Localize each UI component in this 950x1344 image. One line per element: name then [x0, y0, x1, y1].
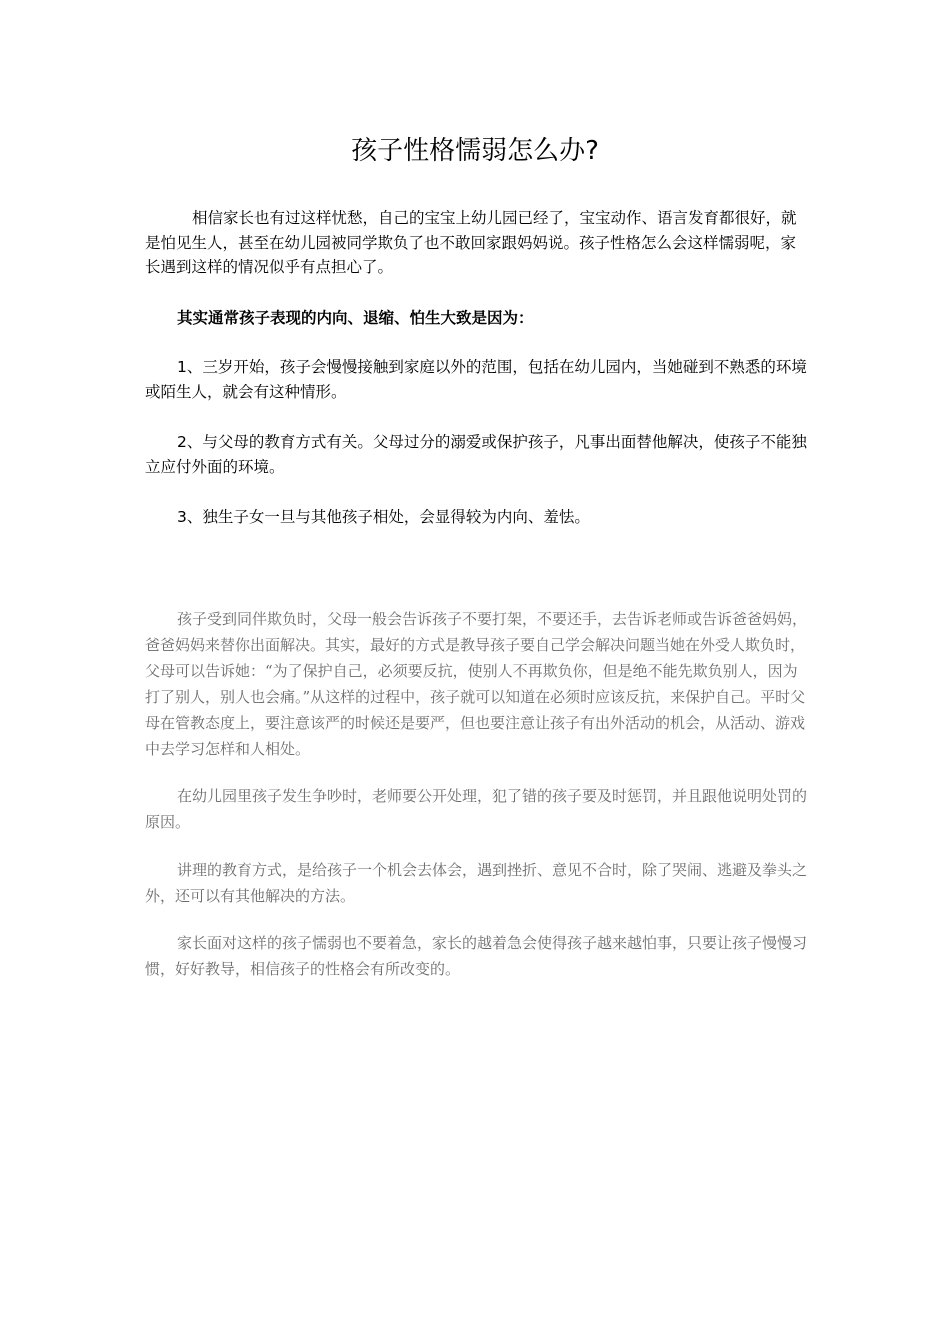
reason-item-3: 3、独生子女一旦与其他孩子相处，会显得较为内向、羞怯。 — [177, 508, 590, 526]
advice-paragraph-2: 在幼儿园里孩子发生争吵时，老师要公开处理，犯了错的孩子要及时惩罚，并且跟他说明处罚的原因。 — [145, 787, 808, 831]
reason-item-2: 2、与父母的教育方式有关。父母过分的溺爱或保护孩子，凡事出面替他解决，使孩子不能独立应付外面的环境。 — [145, 433, 807, 476]
advice-paragraph-3: 讲理的教育方式，是给孩子一个机会去体会，遇到挫折、意见不合时，除了哭闹、逃避及拳头之外，还可以有其他解决的方法。 — [145, 861, 808, 905]
advice-paragraph-1: 孩子受到同伴欺负时，父母一般会告诉孩子不要打架，不要还手，去告诉老师或告诉爸爸妈妈，爸爸妈妈来替你出面解决。其实，最好的方式是教导孩子要自己学会解决问题当她在外受人欺负时，父母可以告诉她：“为了保护自己，必须要反抗，使别人不再欺负你，但是绝不能先欺负别人，因为打了别人，别人也会痛。”从这样的过程中，孩子就可以知道在必须时应该反抗，来保护自己。平时父母在管教态度上，要注意该严的时候还是要严，但也要注意让孩子有出外活动的机会，从活动、游戏中去学习怎样和人相处。 — [145, 610, 808, 758]
reason-item-1: 1、三岁开始，孩子会慢慢接触到家庭以外的范围，包括在幼儿园内，当她碰到不熟悉的环境或陌生人，就会有这种情形。 — [145, 358, 807, 401]
document-title: 孩子性格懦弱怎么办? — [351, 136, 599, 166]
advice-paragraph-4: 家长面对这样的孩子懦弱也不要着急，家长的越着急会使得孩子越来越怕事，只要让孩子慢慢习惯，好好教导，相信孩子的性格会有所改变的。 — [145, 934, 808, 978]
reasons-heading: 其实通常孩子表现的内向、退缩、怕生大致是因为： — [177, 309, 534, 327]
intro-paragraph: 相信家长也有过这样忧愁，自己的宝宝上幼儿园已经了，宝宝动作、语言发育都很好，就是怕见生人，甚至在幼儿园被同学欺负了也不敢回家跟妈妈说。孩子性格怎么会这样懦弱呢，家长遇到这样的情况似乎有点担心了。 — [145, 209, 797, 276]
